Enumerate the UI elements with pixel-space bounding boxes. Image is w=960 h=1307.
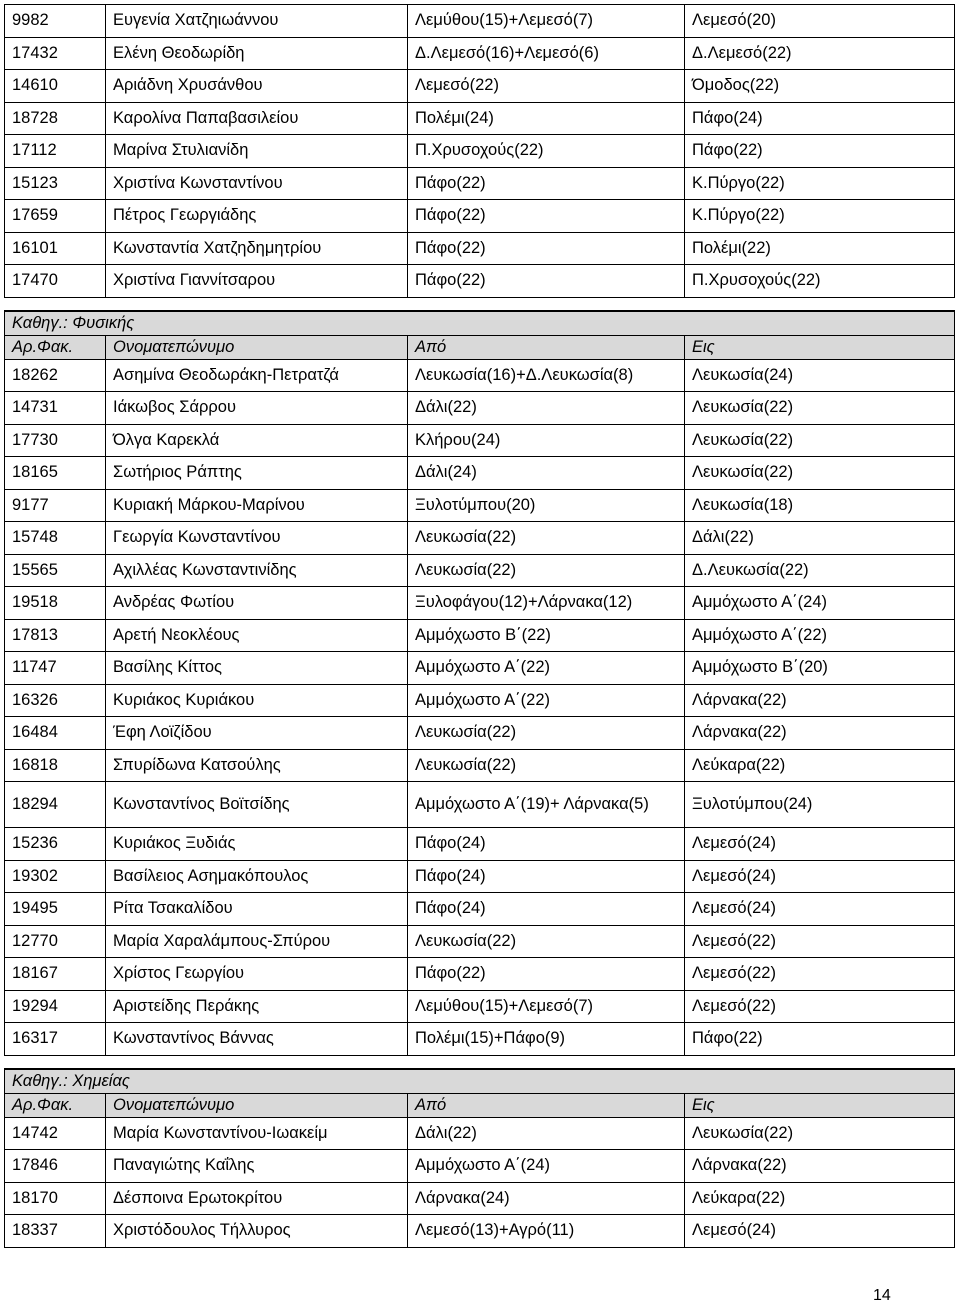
file-number-cell: 18337 [5,1215,106,1248]
table-row [5,135,955,168]
to-cell: Λεμεσό(24) [685,860,955,893]
name-cell: Γεωργία Κωνσταντίνου [106,522,408,555]
to-cell: Πολέμι(22) [685,232,955,265]
file-number-cell: 18165 [5,457,106,490]
table-row [5,489,955,522]
from-cell: Πάφο(24) [408,860,685,893]
to-cell: Δ.Λευκωσία(22) [685,554,955,587]
file-number-cell: 16317 [5,1023,106,1056]
table-row [5,200,955,233]
file-number-cell: 19495 [5,893,106,926]
from-cell: Λευκωσία(22) [408,554,685,587]
table-row [5,717,955,750]
from-cell: Δ.Λεμεσό(16)+Λεμεσό(6) [408,37,685,70]
table-row [5,70,955,103]
name-cell: Πέτρος Γεωργιάδης [106,200,408,233]
to-cell: Κ.Πύργο(22) [685,167,955,200]
table-row [5,990,955,1023]
name-cell: Έφη Λοϊζίδου [106,717,408,750]
from-cell: Πάφο(22) [408,200,685,233]
name-cell: Αρετή Νεοκλέους [106,619,408,652]
table-row [5,925,955,958]
from-cell: Αμμόχωστο Α΄(24) [408,1150,685,1183]
file-number-cell: 15123 [5,167,106,200]
table-row [5,619,955,652]
name-cell: Μαρία Κωνσταντίνου-Ιωακείμ [106,1117,408,1150]
to-cell: Λεμεσό(24) [685,1215,955,1248]
from-cell: Δάλι(24) [408,457,685,490]
from-cell: Αμμόχωστο Α΄(19)+ Λάρνακα(5) [408,782,685,828]
from-cell: Λευκωσία(22) [408,925,685,958]
table-row [5,359,955,392]
file-number-cell: 17813 [5,619,106,652]
from-cell: Λεμύθου(15)+Λεμεσό(7) [408,990,685,1023]
name-cell: Μαρία Χαραλάμπους-Σπύρου [106,925,408,958]
to-cell: Λευκωσία(18) [685,489,955,522]
from-cell: Πάφο(22) [408,167,685,200]
from-cell: Λάρνακα(24) [408,1182,685,1215]
file-number-cell: 16101 [5,232,106,265]
to-cell: Λάρνακα(22) [685,717,955,750]
from-cell: Λευκωσία(22) [408,717,685,750]
to-cell: Πάφο(22) [685,1023,955,1056]
file-number-cell: 15236 [5,828,106,861]
from-cell: Πολέμι(24) [408,102,685,135]
to-cell: Λεμεσό(22) [685,958,955,991]
name-cell: Καρολίνα Παπαβασιλείου [106,102,408,135]
column-header: Ονοματεπώνυμο [106,1093,408,1117]
to-cell: Λευκωσία(22) [685,457,955,490]
from-cell: Πάφο(22) [408,232,685,265]
to-cell: Π.Χρυσοχούς(22) [685,265,955,298]
table-row [5,684,955,717]
from-cell: Λευκωσία(22) [408,522,685,555]
file-number-cell: 17432 [5,37,106,70]
table-row [5,958,955,991]
from-cell: Αμμόχωστο Β΄(22) [408,619,685,652]
column-header: Εις [685,335,955,359]
table-row [5,232,955,265]
to-cell: Ξυλοτύμπου(24) [685,782,955,828]
file-number-cell: 9177 [5,489,106,522]
category-label: Καθηγ.: Φυσικής [5,311,955,336]
section-gap [5,297,955,311]
document [4,4,954,1248]
file-number-cell: 15565 [5,554,106,587]
from-cell: Αμμόχωστο Α΄(22) [408,684,685,717]
name-cell: Βασίλης Κίττος [106,652,408,685]
category-row [5,1069,955,1094]
name-cell: Ευγενία Χατζηιωάννου [106,5,408,38]
table-row [5,5,955,38]
from-cell: Ξυλοφάγου(12)+Λάρνακα(12) [408,587,685,620]
column-header: Αρ.Φακ. [5,335,106,359]
name-cell: Όλγα Καρεκλά [106,424,408,457]
table-row [5,587,955,620]
column-header: Από [408,1093,685,1117]
to-cell: Λεύκαρα(22) [685,1182,955,1215]
table-row [5,37,955,70]
file-number-cell: 11747 [5,652,106,685]
file-number-cell: 15748 [5,522,106,555]
column-header: Από [408,335,685,359]
file-number-cell: 18262 [5,359,106,392]
page-number: 14 [873,1287,891,1304]
name-cell: Κυριάκος Κυριάκου [106,684,408,717]
file-number-cell: 12770 [5,925,106,958]
to-cell: Λεύκαρα(22) [685,749,955,782]
file-number-cell: 18167 [5,958,106,991]
file-number-cell: 16484 [5,717,106,750]
from-cell: Κλήρου(24) [408,424,685,457]
table-row [5,102,955,135]
from-cell: Π.Χρυσοχούς(22) [408,135,685,168]
to-cell: Λεμεσό(22) [685,990,955,1023]
from-cell: Πάφο(22) [408,958,685,991]
to-cell: Αμμόχωστο Β΄(20) [685,652,955,685]
file-number-cell: 18170 [5,1182,106,1215]
table-row [5,1215,955,1248]
file-number-cell: 16326 [5,684,106,717]
file-number-cell: 18294 [5,782,106,828]
file-number-cell: 14610 [5,70,106,103]
name-cell: Ιάκωβος Σάρρου [106,392,408,425]
category-label: Καθηγ.: Χημείας [5,1069,955,1094]
file-number-cell: 17659 [5,200,106,233]
file-number-cell: 17730 [5,424,106,457]
table-row [5,828,955,861]
section-gap [5,1055,955,1069]
name-cell: Κυριάκος Ξυδιάς [106,828,408,861]
name-cell: Σωτήριος Ράπτης [106,457,408,490]
name-cell: Κωνσταντίνος Βάννας [106,1023,408,1056]
to-cell: Λευκωσία(24) [685,359,955,392]
name-cell: Αχιλλέας Κωνσταντινίδης [106,554,408,587]
name-cell: Κυριακή Μάρκου-Μαρίνου [106,489,408,522]
table-row [5,1150,955,1183]
table-row [5,893,955,926]
name-cell: Κωνσταντία Χατζηδημητρίου [106,232,408,265]
to-cell: Λεμεσό(24) [685,893,955,926]
file-number-cell: 19294 [5,990,106,1023]
to-cell: Δ.Λεμεσό(22) [685,37,955,70]
name-cell: Κωνσταντίνος Βοϊτσίδης [106,782,408,828]
name-cell: Ασημίνα Θεοδωράκη-Πετρατζά [106,359,408,392]
file-number-cell: 14742 [5,1117,106,1150]
table-row [5,522,955,555]
table-row [5,860,955,893]
file-number-cell: 17470 [5,265,106,298]
name-cell: Μαρίνα Στυλιανίδη [106,135,408,168]
name-cell: Παναγιώτης Καΐλης [106,1150,408,1183]
file-number-cell: 19518 [5,587,106,620]
to-cell: Λευκωσία(22) [685,1117,955,1150]
file-number-cell: 16818 [5,749,106,782]
name-cell: Αριάδνη Χρυσάνθου [106,70,408,103]
to-cell: Όμοδος(22) [685,70,955,103]
name-cell: Σπυρίδωνα Κατσούλης [106,749,408,782]
name-cell: Ρίτα Τσακαλίδου [106,893,408,926]
header-row [5,1093,955,1117]
file-number-cell: 17112 [5,135,106,168]
table-row [5,652,955,685]
to-cell: Κ.Πύργο(22) [685,200,955,233]
column-header: Αρ.Φακ. [5,1093,106,1117]
file-number-cell: 18728 [5,102,106,135]
name-cell: Ανδρέας Φωτίου [106,587,408,620]
name-cell: Χριστίνα Γιαννίτσαρου [106,265,408,298]
from-cell: Αμμόχωστο Α΄(22) [408,652,685,685]
table-row [5,265,955,298]
transfers-table [4,4,955,1248]
table-row [5,457,955,490]
from-cell: Πάφο(24) [408,893,685,926]
to-cell: Λευκωσία(22) [685,424,955,457]
from-cell: Δάλι(22) [408,1117,685,1150]
to-cell: Λάρνακα(22) [685,684,955,717]
category-row [5,311,955,336]
to-cell: Πάφο(22) [685,135,955,168]
from-cell: Πάφο(22) [408,265,685,298]
table-row [5,167,955,200]
table-row [5,749,955,782]
table-row [5,554,955,587]
name-cell: Χρίστος Γεωργίου [106,958,408,991]
from-cell: Λεμεσό(13)+Αγρό(11) [408,1215,685,1248]
table-row [5,782,955,828]
to-cell: Αμμόχωστο Α΄(24) [685,587,955,620]
to-cell: Αμμόχωστο Α΄(22) [685,619,955,652]
file-number-cell: 14731 [5,392,106,425]
table-row [5,424,955,457]
file-number-cell: 17846 [5,1150,106,1183]
file-number-cell: 9982 [5,5,106,38]
from-cell: Πάφο(24) [408,828,685,861]
name-cell: Δέσποινα Ερωτοκρίτου [106,1182,408,1215]
file-number-cell: 19302 [5,860,106,893]
header-row [5,335,955,359]
to-cell: Λεμεσό(20) [685,5,955,38]
from-cell: Ξυλοτύμπου(20) [408,489,685,522]
to-cell: Λάρνακα(22) [685,1150,955,1183]
from-cell: Λευκωσία(22) [408,749,685,782]
name-cell: Αριστείδης Περάκης [106,990,408,1023]
from-cell: Λεμεσό(22) [408,70,685,103]
name-cell: Χριστόδουλος Τήλλυρος [106,1215,408,1248]
name-cell: Ελένη Θεοδωρίδη [106,37,408,70]
to-cell: Λεμεσό(24) [685,828,955,861]
name-cell: Βασίλειος Ασημακόπουλος [106,860,408,893]
from-cell: Πολέμι(15)+Πάφο(9) [408,1023,685,1056]
from-cell: Λεμύθου(15)+Λεμεσό(7) [408,5,685,38]
table-row [5,1117,955,1150]
name-cell: Χριστίνα Κωνσταντίνου [106,167,408,200]
to-cell: Πάφο(24) [685,102,955,135]
from-cell: Δάλι(22) [408,392,685,425]
to-cell: Δάλι(22) [685,522,955,555]
column-header: Εις [685,1093,955,1117]
to-cell: Λεμεσό(22) [685,925,955,958]
to-cell: Λευκωσία(22) [685,392,955,425]
table-row [5,1023,955,1056]
table-row [5,1182,955,1215]
from-cell: Λευκωσία(16)+Δ.Λευκωσία(8) [408,359,685,392]
table-row [5,392,955,425]
column-header: Ονοματεπώνυμο [106,335,408,359]
